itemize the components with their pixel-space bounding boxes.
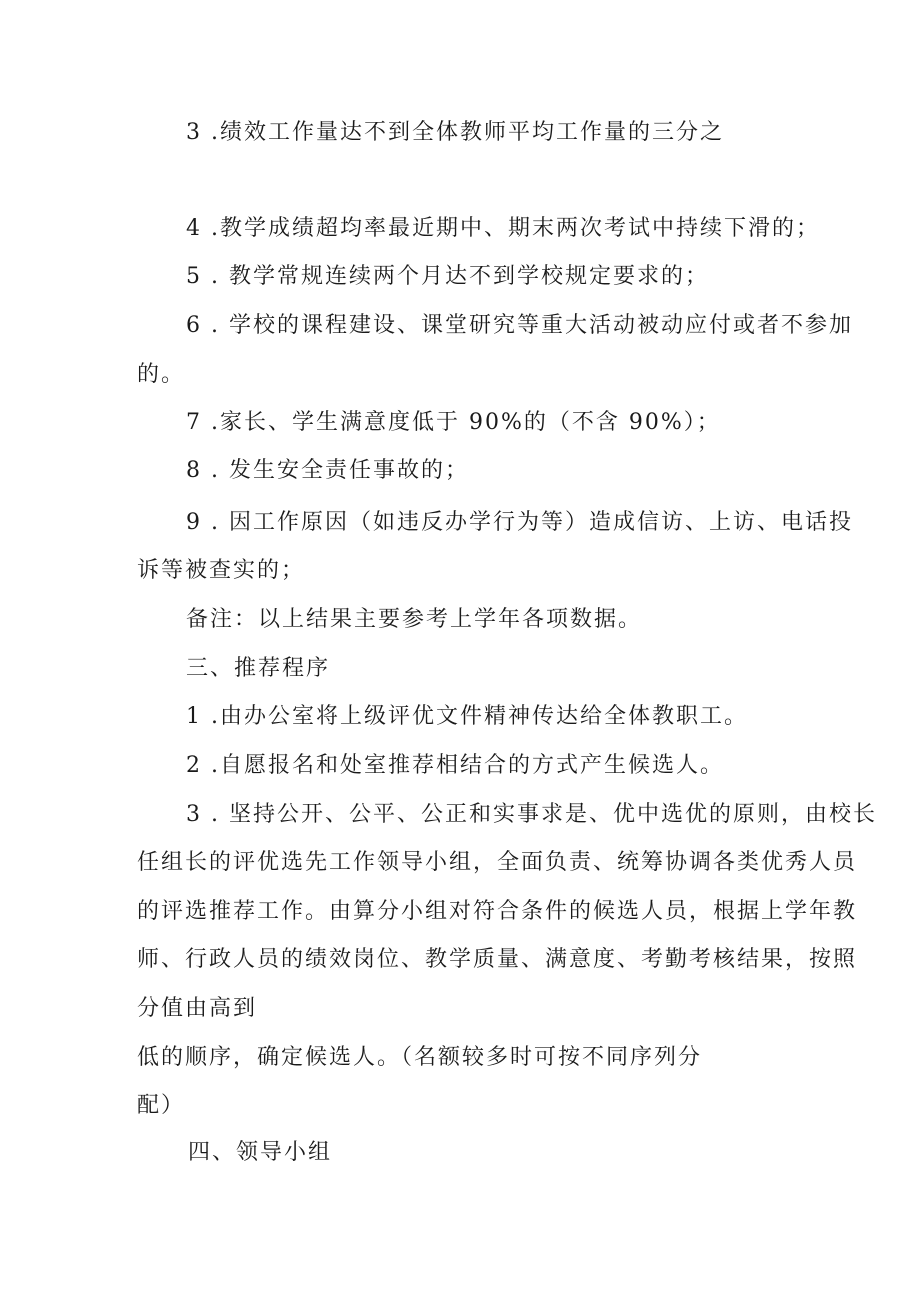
paragraph-line: 师、行政人员的绩效岗位、教学质量、满意度、考勤考核结果，按照 [137,947,858,972]
section-heading: 四、领导小组 [188,1140,333,1165]
paragraph-line: 的。 [137,362,186,387]
paragraph-line: 9 . 因工作原因（如违反办学行为等）造成信访、上访、电话投 [186,510,853,535]
paragraph-line: 1 .由办公室将上级评优文件精神传达给全体教职工。 [186,704,748,729]
paragraph-line: 配） [137,1093,186,1118]
paragraph-line: 4 .教学成绩超均率最近期中、期末两次考试中持续下滑的； [186,216,820,241]
paragraph-line: 任组长的评优选先工作领导小组，全面负责、统筹协调各类优秀人员 [137,850,858,875]
paragraph-line: 3 .绩效工作量达不到全体教师平均工作量的三分之 [186,120,724,145]
paragraph-line: 5 . 教学常规连续两个月达不到学校规定要求的； [186,264,709,289]
paragraph-line: 3 . 坚持公开、公平、公正和实事求是、优中选优的原则，由校长 [186,802,877,827]
paragraph-line: 2 .自愿报名和处室推荐相结合的方式产生候选人。 [186,753,724,778]
paragraph-line: 诉等被查实的； [137,558,306,583]
paragraph-line: 8 . 发生安全责任事故的； [186,458,469,483]
paragraph-line: 低的顺序，确定候选人。（名额较多时可按不同序列分 [137,1045,703,1070]
paragraph-line: 备注：以上结果主要参考上学年各项数据。 [186,607,643,632]
paragraph-line: 分值由高到 [137,996,258,1021]
paragraph-line: 6 . 学校的课程建设、课堂研究等重大活动被动应付或者不参加 [186,313,853,338]
section-heading: 三、推荐程序 [186,656,331,681]
paragraph-line: 的评选推荐工作。由算分小组对符合条件的候选人员，根据上学年教 [137,899,858,924]
paragraph-line: 7 .家长、学生满意度低于 90%的（不含 90%）； [186,410,721,435]
